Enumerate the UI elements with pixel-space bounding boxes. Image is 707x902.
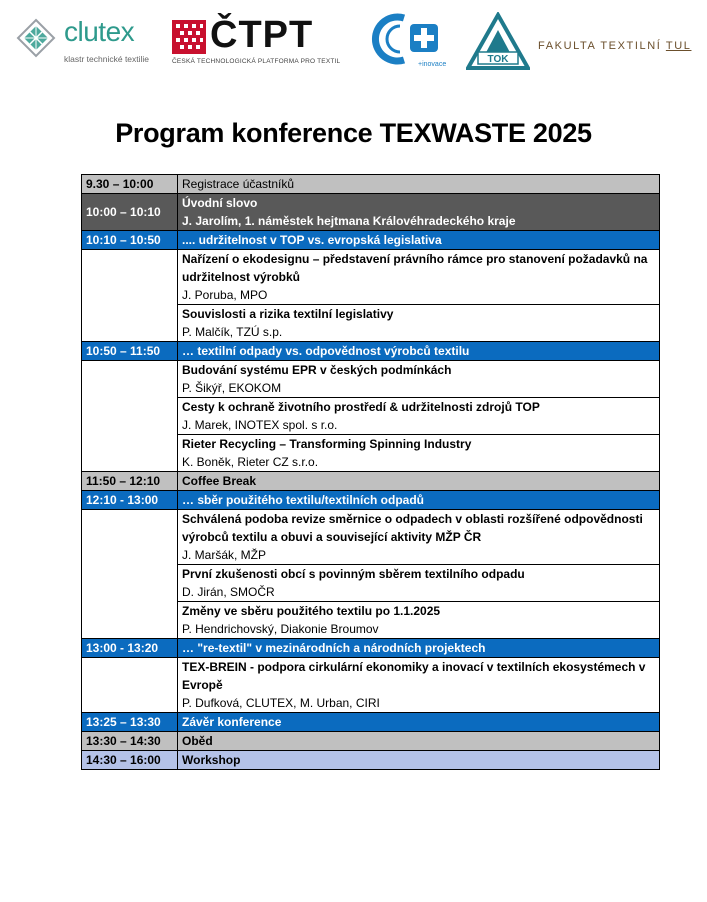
talk-title: Budování systému EPR v českých podmínkách — [182, 363, 452, 377]
clutex-subtitle: klastr technické textilie — [64, 54, 150, 64]
logo-strip — [14, 10, 704, 74]
session-speaker: J. Jarolím, 1. náměstek hejtmana Královéhradeckého kraje — [182, 214, 516, 228]
talk-title: Souvislosti a rizika textilní legislativy — [182, 307, 394, 321]
program-row-registration — [82, 175, 660, 194]
talk-cell — [178, 305, 660, 342]
cplus-logo-icon — [370, 10, 450, 72]
program-row-lunch — [82, 732, 660, 751]
empty-time-cell — [82, 658, 178, 713]
ctpt-weave-icon — [172, 20, 206, 54]
ctpt-wordmark: ČTPT — [210, 14, 314, 56]
session-label: Coffee Break — [178, 472, 660, 491]
section-label: … textilní odpady vs. odpovědnost výrobců textilu — [178, 342, 660, 361]
ctpt-subtitle: ČESKÁ TECHNOLOGICKÁ PLATFORMA PRO TEXTIL — [172, 58, 341, 65]
program-row-coffee-break — [82, 472, 660, 491]
program-row-section — [82, 491, 660, 510]
talk-speaker: J. Maršák, MŽP — [182, 548, 267, 562]
program-row-workshop — [82, 751, 660, 770]
session-cell — [178, 194, 660, 231]
clutex-logo — [16, 16, 161, 74]
talk-cell — [178, 565, 660, 602]
talk-row — [82, 658, 660, 713]
time-cell: 13:25 – 13:30 — [82, 713, 178, 732]
tok-triangle-icon — [466, 12, 530, 72]
talk-title: Schválená podoba revize směrnice o odpadech v oblasti rozšířené odpovědnosti výrobců textilu a obuvi a související aktivity MŽP ČR — [182, 512, 643, 544]
talk-speaker: P. Šikýř, EKOKOM — [182, 381, 282, 395]
talk-title: Nařízení o ekodesignu – představení právního rámce pro stanovení požadavků na udržitelnost výrobků — [182, 252, 648, 284]
time-cell: 13:30 – 14:30 — [82, 732, 178, 751]
time-cell: 12:10 - 13:00 — [82, 491, 178, 510]
clutex-wordmark: clutex — [64, 16, 135, 47]
talk-speaker: K. Boněk, Rieter CZ s.r.o. — [182, 455, 319, 469]
talk-speaker: J. Poruba, MPO — [182, 288, 268, 302]
talk-row — [82, 510, 660, 565]
tok-logo — [466, 12, 530, 72]
session-label: Registrace účastníků — [178, 175, 660, 194]
empty-time-cell — [82, 250, 178, 342]
talk-title: Cesty k ochraně životního prostředí & udržitelnosti zdrojů TOP — [182, 400, 540, 414]
talk-cell — [178, 658, 660, 713]
talk-speaker: P. Malčík, TZÚ s.p. — [182, 325, 283, 339]
time-cell: 10:50 – 11:50 — [82, 342, 178, 361]
talk-row — [82, 250, 660, 305]
program-row-section — [82, 231, 660, 250]
talk-cell — [178, 602, 660, 639]
ftul-logo — [538, 36, 704, 56]
talk-speaker: P. Hendrichovský, Diakonie Broumov — [182, 622, 379, 636]
empty-time-cell — [82, 361, 178, 472]
section-label: … sběr použitého textilu/textilních odpadů — [178, 491, 660, 510]
time-cell: 13:00 - 13:20 — [82, 639, 178, 658]
time-cell: 11:50 – 12:10 — [82, 472, 178, 491]
talk-speaker: D. Jirán, SMOČR — [182, 585, 275, 599]
talk-cell — [178, 510, 660, 565]
time-cell: 14:30 – 16:00 — [82, 751, 178, 770]
tok-wordmark: TOK — [487, 54, 509, 65]
program-row-section — [82, 342, 660, 361]
session-title: Úvodní slovo — [182, 196, 258, 210]
time-cell: 9.30 – 10:00 — [82, 175, 178, 194]
ftul-suffix: TUL — [665, 40, 692, 52]
talk-speaker: J. Marek, INOTEX spol. s r.o. — [182, 418, 338, 432]
session-label: Oběd — [178, 732, 660, 751]
program-table — [81, 174, 660, 770]
talk-row — [82, 361, 660, 398]
session-label: Workshop — [178, 751, 660, 770]
ctpt-logo — [172, 14, 352, 70]
empty-time-cell — [82, 510, 178, 639]
talk-speaker: P. Dufková, CLUTEX, M. Urban, CIRI — [182, 696, 380, 710]
time-cell: 10:10 – 10:50 — [82, 231, 178, 250]
talk-cell — [178, 250, 660, 305]
program-row-closing — [82, 713, 660, 732]
section-label: … "re-textil" v mezinárodních a národních projektech — [178, 639, 660, 658]
page-title: Program konference TEXWASTE 2025 — [115, 118, 592, 148]
program-row-opening — [82, 194, 660, 231]
time-cell: 10:00 – 10:10 — [82, 194, 178, 231]
cplus-caption: +inovace — [418, 61, 447, 68]
section-label: .... udržitelnost v TOP vs. evropská legislativa — [178, 231, 660, 250]
clutex-diamond-icon — [16, 18, 56, 58]
talk-title: Rieter Recycling – Transforming Spinning Industry — [182, 437, 472, 451]
program-row-section — [82, 639, 660, 658]
talk-cell — [178, 361, 660, 398]
cplus-inovace-logo — [370, 10, 450, 72]
talk-title: První zkušenosti obcí s povinným sběrem textilního odpadu — [182, 567, 525, 581]
talk-cell — [178, 398, 660, 435]
talk-title: TEX-BREIN - podpora cirkulární ekonomiky a inovací v textilních ekosystémech v Evropě — [182, 660, 646, 692]
talk-title: Změny ve sběru použitého textilu po 1.1.2025 — [182, 604, 441, 618]
session-label: Závěr konference — [178, 713, 660, 732]
ftul-prefix: FAKULTA TEXTILNÍ — [538, 40, 666, 52]
talk-cell — [178, 435, 660, 472]
